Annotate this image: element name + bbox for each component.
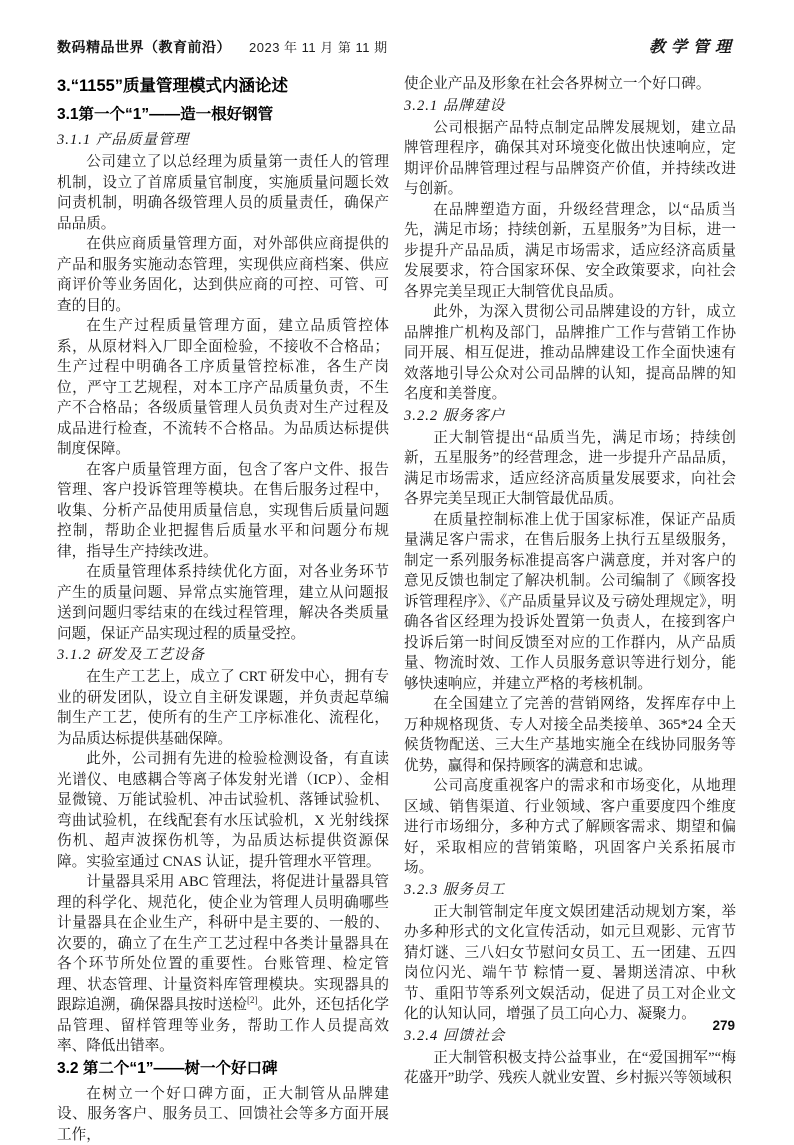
paragraph: 此外，公司拥有先进的检验检测设备，有直读光谱仪、电感耦合等离子体发射光谱（ICP）、金相显微镜、万能试验机、冲击试验机、落锤试验机、弯曲试验机，在线配套有水压试验机，X 光射线探伤机、超声波探伤机等，为品质达标提供资源保障。实验室通过 CNAS 认证，提升管理水平管理。 [57,749,389,872]
paragraph: 正大制管积极支持公益事业，在“爱国拥军”“梅花盛开”助学、残疾人就业安置、乡村振兴等领域积 [404,1048,736,1089]
section-column-label: 教学管理 [649,34,737,57]
paragraph: 公司建立了以总经理为质量第一责任人的管理机制，设立了首席质量官制度，实施质量问题长效问责机制，明确各级管理人员的质量责任，确保产品品质。 [57,152,389,234]
subsection-heading-3-1: 3.1第一个“1”——造一根好钢管 [57,103,389,127]
subsection-heading-3-2: 3.2 第二个“1”——树一个好口碑 [57,1057,389,1081]
page-header [57,34,737,57]
issue-info: 2023 年 11 月 第 11 期 [249,37,388,56]
paragraph: 在质量管理体系持续优化方面，对各业务环节产生的质量问题、异常点实施管理，建立从问题报送到问题归零结束的在线过程管理，解决各类质量问题，保证产品实现过程的质量受控。 [57,562,389,644]
paragraph-with-citation [57,872,389,1057]
paragraph: 正大制管提出“品质当先，满足市场；持续创新，五星服务”的经营理念，进一步提升产品品质，满足市场需求，适应经济高质量发展要求，向社会各界完美呈现正大制管最优品质。 [404,428,736,510]
paragraph: 在品牌塑造方面，升级经营理念，以“品质当先，满足市场；持续创新，五星服务”为目标，进一步提升产品品质，满足市场需求，适应经济高质量发展要求，符合国家环保、安全政策要求，向社会各界完美呈现正大制管优良品质。 [404,200,736,303]
section-heading-3: 3.“1155”质量管理模式内涵论述 [57,74,389,99]
paragraph-text: 计量器具采用 ABC 管理法，将促进计量器具管理的科学化、规范化，使企业为管理人员明确哪些计量器具在企业生产，科研中是主要的、一般的、次要的，确立了在生产工艺过程中各类计量器具在各个环节所处位置的重要性。台账管理、检定管理、状态管理、计量资料库管理模块。实现器具的跟踪追溯，确保器具按时送检 [57,874,389,1013]
paragraph: 公司高度重视客户的需求和市场变化，从地理区域、销售渠道、行业领域、客户重要度四个维度进行市场细分，多种方式了解顾客需求、期望和偏好，采取相应的营销策略，巩固客户关系拓展市场。 [404,776,736,879]
paragraph-continuation: 使企业产品及形象在社会各界树立一个好口碑。 [404,74,736,95]
paragraph-text: 。此外，还包括化学品管理、留样管理等业务，帮助工作人员提高效率、降低出错率。 [57,997,389,1054]
left-column [57,74,389,1145]
subsubsection-heading-3-1-1: 3.1.1 产品质量管理 [57,130,389,151]
two-column-body [57,74,737,1145]
paragraph: 在客户质量管理方面，包含了客户文件、报告管理、客户投诉管理等模块。在售后服务过程中，收集、分析产品使用质量信息，实现售后质量问题控制，帮助企业把握售后质量水平和问题分布规律，指导生产持续改进。 [57,460,389,563]
paragraph: 在树立一个好口碑方面，正大制管从品牌建设、服务客户、服务员工、回馈社会等多方面开展工作， [57,1084,389,1145]
journal-title: 数码精品世界（教育前沿） [57,37,231,57]
paragraph: 在全国建立了完善的营销网络，发挥库存中上万种规格现货、专人对接全品类接单、365*24 全天候货物配送、三大生产基地实施全在线协同服务等优势，赢得和保持顾客的满意和忠诚。 [404,694,736,776]
subsubsection-heading-3-2-2: 3.2.2 服务客户 [404,406,736,427]
paragraph: 在生产过程质量管理方面，建立品质管控体系，从原材料入厂即全面检验，不接收不合格品；生产过程中明确各工序质量管控标准，各生产岗位，严守工艺规程，对本工序产品质量负责，不生产不合格品；各级质量管理人员负责对生产过程及成品进行检查，不流转不合格品。为品质达标提供制度保障。 [57,316,389,460]
paragraph: 正大制管制定年度文娱团建活动规划方案，举办多种形式的文化宣传活动，如元旦观影、元宵节猜灯谜、三八妇女节慰问女员工、五一团建、五四岗位闪光、端午节 粽情一夏、暑期送清凉、中秋节、重阳节等系列文娱活动，促进了员工对企业文化的认知认同，增强了员工向心力、凝聚力。 [404,902,736,1025]
paragraph: 在供应商质量管理方面，对外部供应商提供的产品和服务实施动态管理，实现供应商档案、供应商评价等业务固化，达到供应商的可控、可管、可查的目的。 [57,234,389,316]
subsubsection-heading-3-2-1: 3.2.1 品牌建设 [404,96,736,117]
subsubsection-heading-3-2-4: 3.2.4 回馈社会 [404,1026,736,1047]
subsubsection-heading-3-1-2: 3.1.2 研发及工艺设备 [57,645,389,666]
paragraph: 公司根据产品特点制定品牌发展规划，建立品牌管理程序，确保其对环境变化做出快速响应，定期评价品牌管理过程与品牌资产价值，并持续改进与创新。 [404,118,736,200]
page-number: 279 [712,1018,735,1033]
paragraph: 在质量控制标准上优于国家标准，保证产品质量满足客户需求，在售后服务上执行五星级服务，制定一系列服务标准提高客户满意度，并对客户的意见反馈也制定了解决机制。公司编制了《顾客投诉管理程序》、《产品质量异议及亏磅处理规定》，明确各省区经理为投诉处置第一负责人，在接到客户投诉后第一时间反馈至对应的工作群内，从产品质量、物流时效、工作人员服务意识等进行划分，能够快速响应，并建立严格的考核机制。 [404,510,736,695]
paragraph: 在生产工艺上，成立了 CRT 研发中心，拥有专业的研发团队，设立自主研发课题，并负责起草编制生产工艺，使所有的生产工序标准化、流程化，为品质达标提供基础保障。 [57,667,389,749]
paragraph: 此外，为深入贯彻公司品牌建设的方针，成立品牌推广机构及部门，品牌推广工作与营销工作协同开展、相互促进，推动品牌建设工作全面快速有效落地引导公众对公司品牌的认知，提高品牌的知名度和美誉度。 [404,302,736,405]
citation-reference: [2] [247,995,258,1005]
header-left [57,37,388,57]
right-column [404,74,736,1145]
subsubsection-heading-3-2-3: 3.2.3 服务员工 [404,880,736,901]
